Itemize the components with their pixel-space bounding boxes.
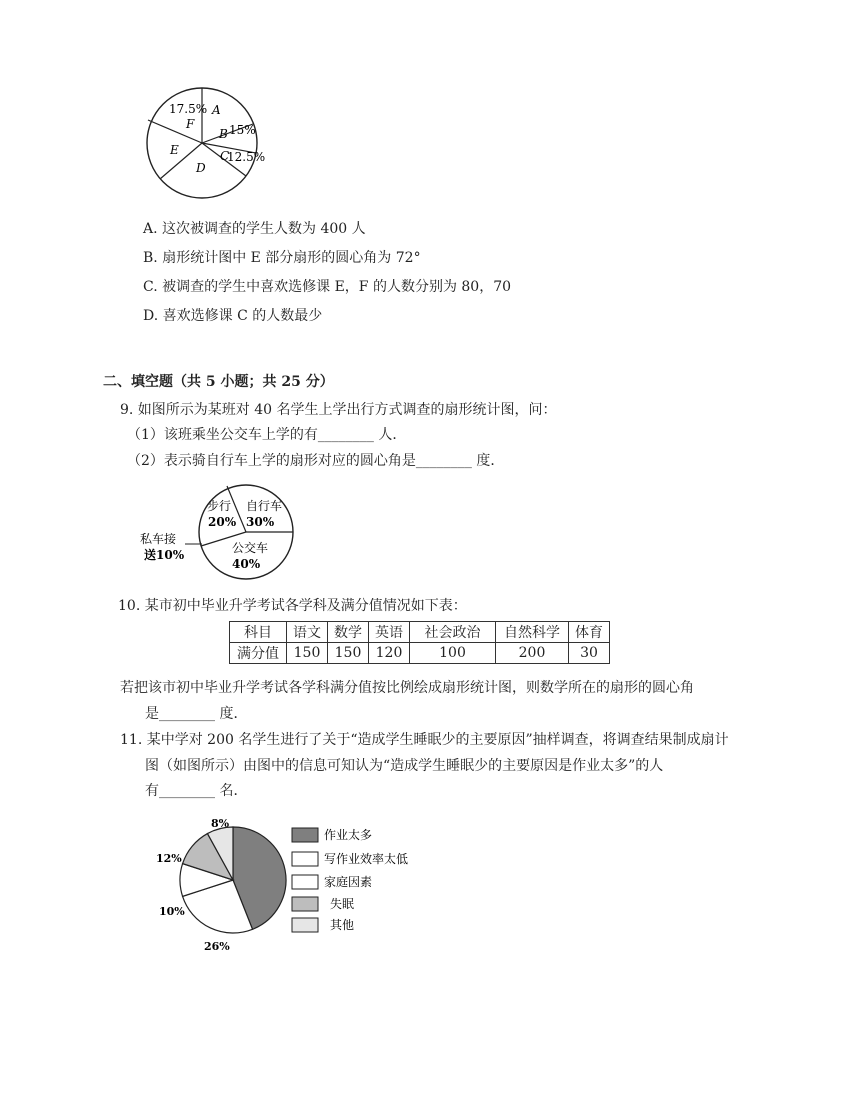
q8-option-b: B. 扇形统计图中 E 部分扇形的圆心角为 72°: [143, 250, 421, 266]
legend-swatch: [292, 828, 318, 842]
section-title: 二、填空题（共 5 小题；共 25 分）: [103, 374, 334, 390]
q9-sub1: （1）该班乘坐公交车上学的有________ 人．: [127, 427, 407, 443]
table-cell: 100: [410, 643, 496, 664]
pie-q8-label-f: F: [186, 117, 195, 131]
legend-swatch: [292, 875, 318, 889]
table-cell: 150: [328, 643, 369, 664]
q11-line2: 图（如图所示）由图中的信息可知认为“造成学生睡眠少的主要原因是作业太多”的人: [145, 758, 664, 774]
legend-label: 家庭因素: [324, 875, 373, 889]
legend-swatch: [292, 852, 318, 866]
q10-line1: 若把该市初中毕业升学考试各学科满分值按比例绘成扇形统计图，则数学所在的扇形的圆心角: [120, 680, 694, 696]
legend-label: 其他: [330, 918, 355, 932]
pie-chart-q11: [150, 812, 440, 958]
pie-chart-q8: [140, 86, 280, 210]
q8-option-a: A. 这次被调查的学生人数为 400 人: [143, 221, 366, 237]
pie-q9-bus-pct: 40%: [232, 557, 261, 571]
table-cell: 120: [369, 643, 410, 664]
table-row: [230, 622, 610, 643]
q11-line1: 11. 某中学对 200 名学生进行了关于“造成学生睡眠少的主要原因”抽样调查，将调查结果制成扇计: [120, 732, 729, 748]
pie-q9-bike-pct: 30%: [246, 515, 275, 529]
pie-q11-data-label-10: 10%: [159, 905, 185, 918]
pie-q11-data-label-8: 8%: [211, 817, 230, 830]
legend-label: 作业太多: [324, 828, 373, 842]
q9-stem: 9. 如图所示为某班对 40 名学生上学出行方式调查的扇形统计图，问：: [120, 402, 557, 418]
pie-chart-q9: [140, 480, 300, 584]
pie-q8-label-pct-f: 17.5%: [169, 102, 208, 116]
table-cell: 自然科学: [496, 622, 569, 643]
pie-q8-label-pct-c: 12.5%: [227, 150, 266, 164]
pie-q8-label-pct-b: 15%: [229, 123, 256, 137]
table-cell: 语文: [287, 622, 328, 643]
pie-q8-label-d: D: [196, 161, 206, 175]
q11-line3: 有________ 名．: [145, 783, 248, 799]
q8-option-d: D. 喜欢选修课 C 的人数最少: [143, 308, 323, 324]
table-cell: 满分值: [230, 643, 287, 664]
pie-q9-bus-label: 公交车: [232, 541, 269, 555]
table-cell: 体育: [569, 622, 610, 643]
pie-q9-walk-label: 步行: [207, 499, 232, 513]
table-row: [230, 643, 610, 664]
table-cell: 200: [496, 643, 569, 664]
q9-sub2: （2）表示骑自行车上学的扇形对应的圆心角是________ 度．: [127, 453, 505, 469]
table-cell: 30: [569, 643, 610, 664]
legend-swatch: [292, 918, 318, 932]
legend-swatch: [292, 897, 318, 911]
pie-q8-label-a: A: [212, 103, 221, 117]
pie-q9-bike-label: 自行车: [246, 499, 283, 513]
score-table: [229, 621, 610, 664]
pie-q9-car-label: 私车接: [140, 532, 177, 546]
q8-option-c: C. 被调查的学生中喜欢选修课 E，F 的人数分别为 80，70: [143, 279, 512, 295]
table-cell: 150: [287, 643, 328, 664]
table-cell: 社会政治: [410, 622, 496, 643]
legend-label: 失眠: [330, 897, 355, 911]
pie-q11-data-label-26: 26%: [204, 940, 230, 953]
pie-q11-data-label-12: 12%: [156, 852, 182, 865]
table-cell: 数学: [328, 622, 369, 643]
pie-q9-car-label-2: 送10%: [144, 548, 185, 562]
q10-line2: 是________ 度．: [145, 706, 248, 722]
pie-q11-slices: [180, 827, 286, 933]
pie-q8-label-e: E: [170, 143, 179, 157]
pie-q9-walk-pct: 20%: [208, 515, 237, 529]
table-cell: 英语: [369, 622, 410, 643]
pie-q11-legend: [292, 827, 408, 932]
pie-q8-label-b: B: [219, 127, 228, 141]
pie-q8-label-c: C: [220, 149, 230, 163]
table-cell: 科目: [230, 622, 287, 643]
q10-stem: 10. 某市初中毕业升学考试各学科及满分值情况如下表：: [118, 598, 467, 614]
legend-label: 写作业效率太低: [324, 852, 409, 866]
